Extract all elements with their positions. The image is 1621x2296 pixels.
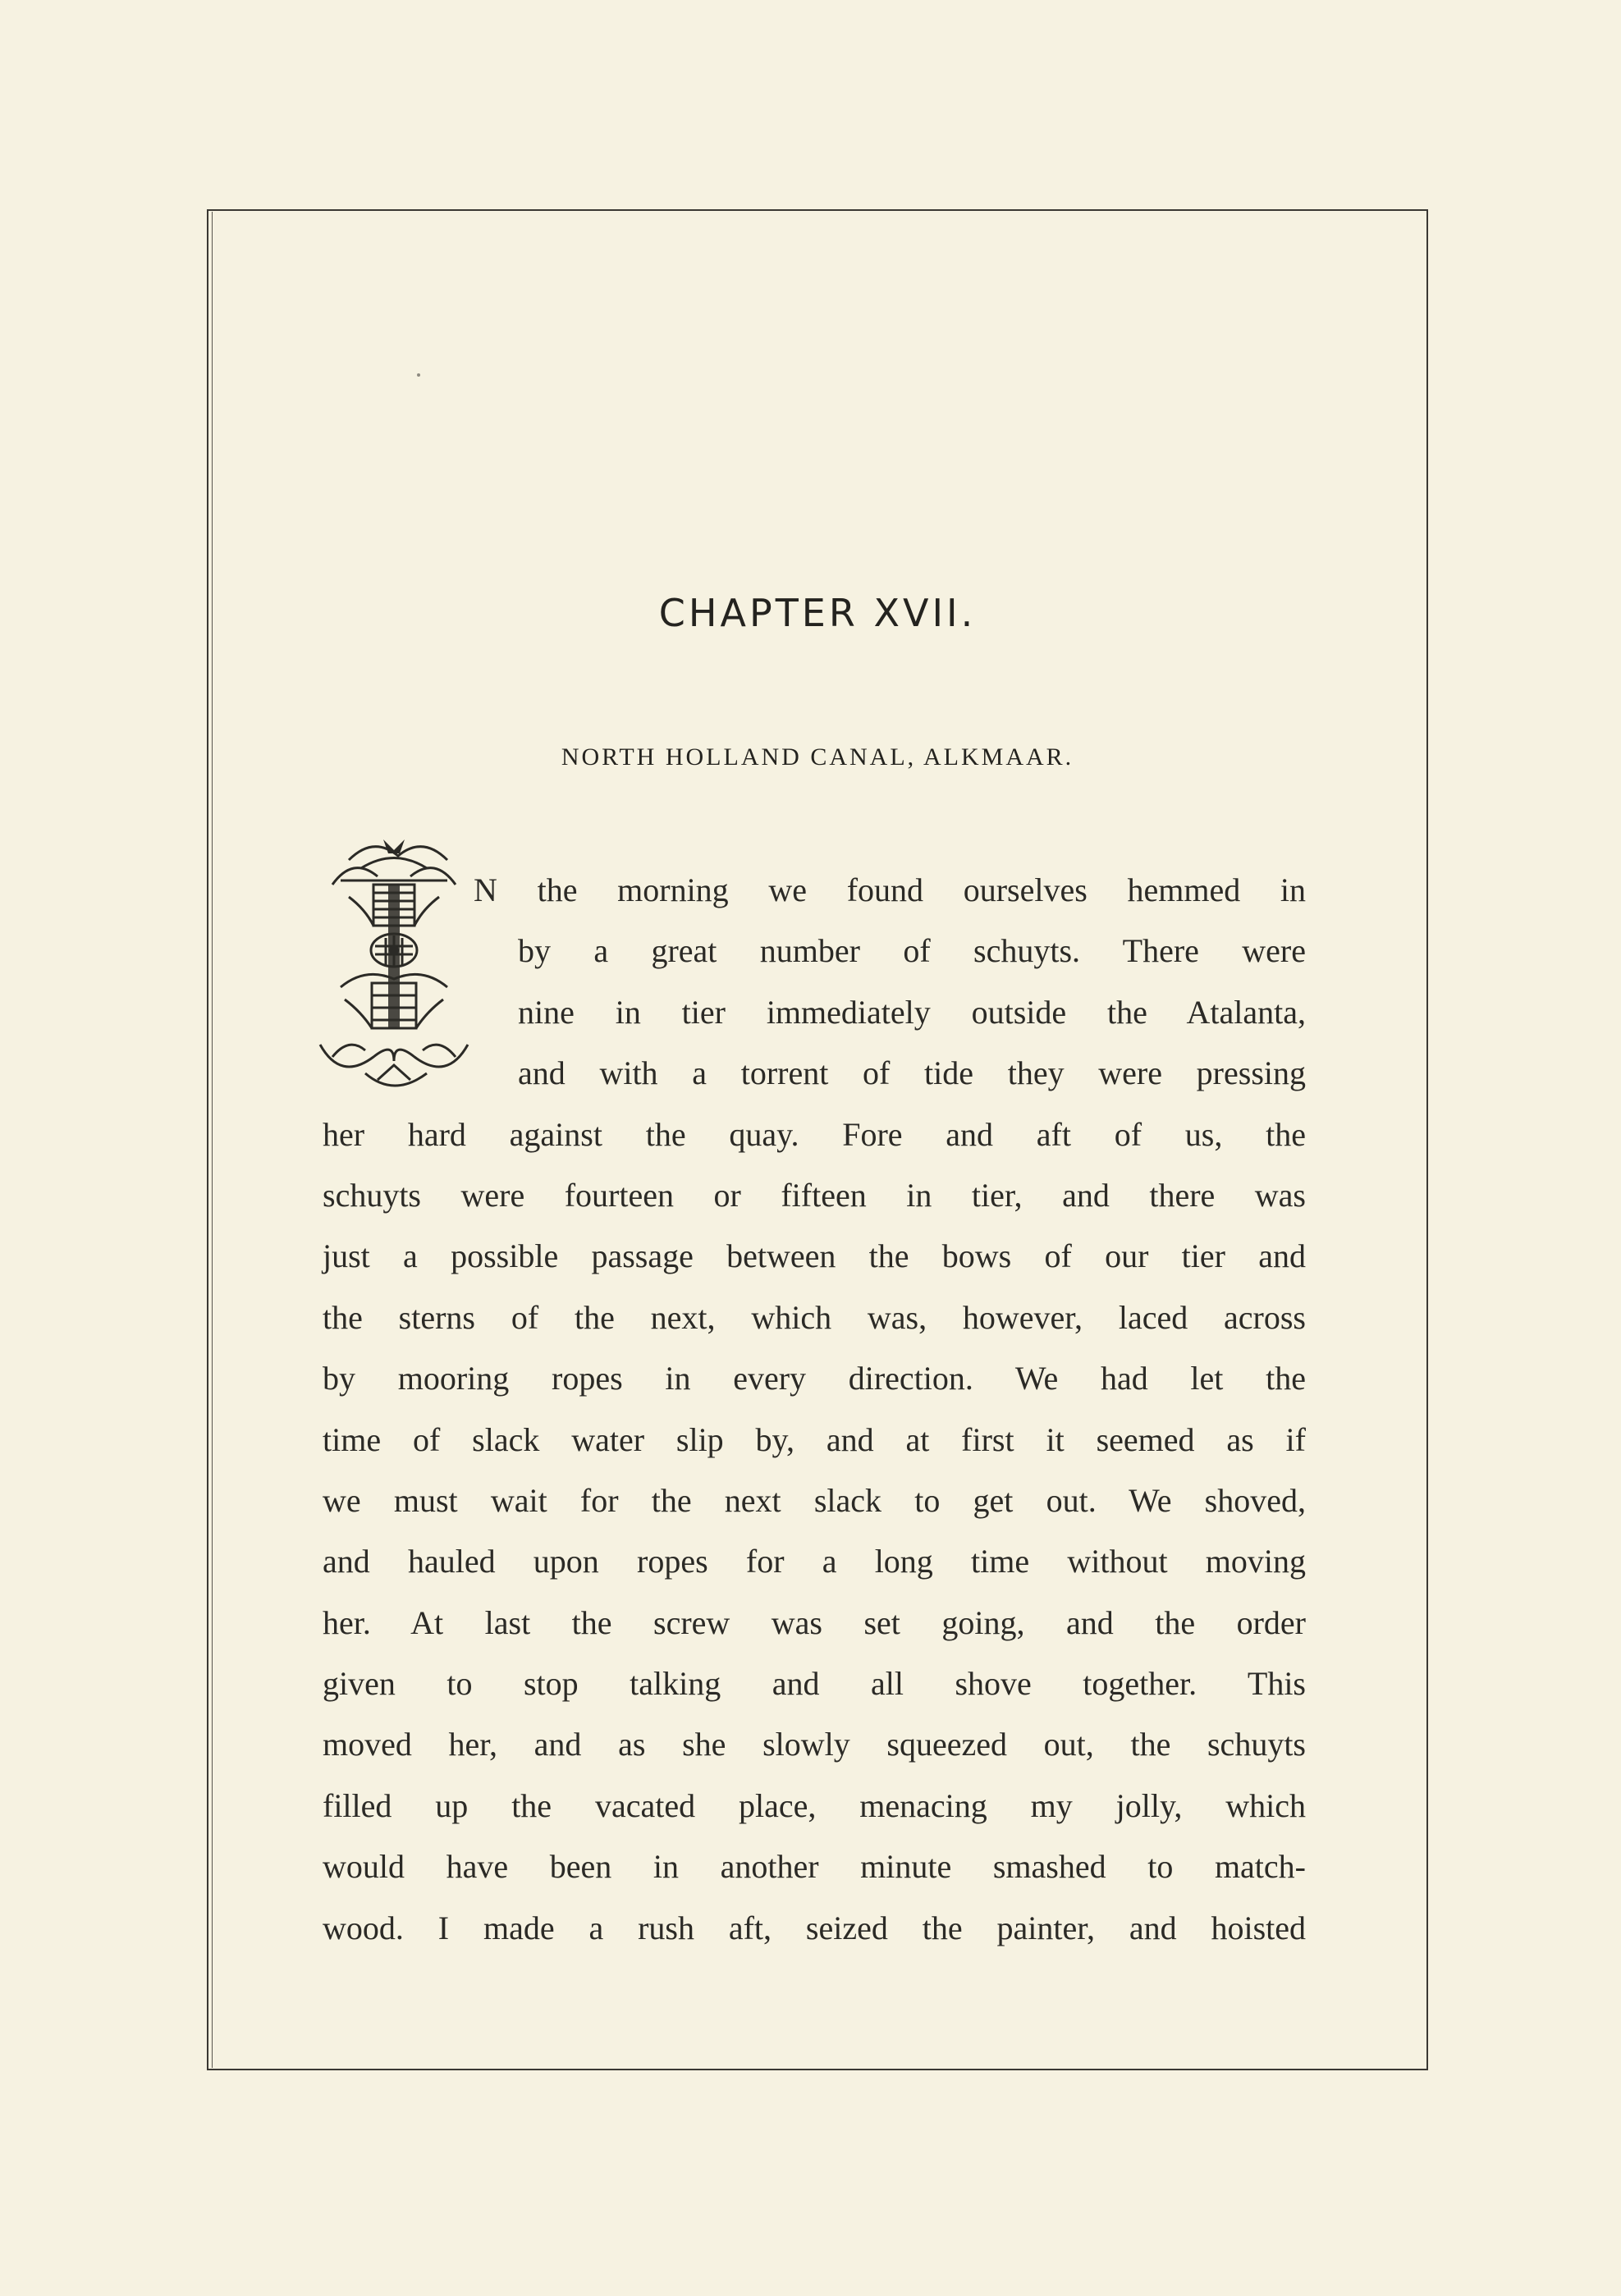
- body-line: and with a torrent of tide they were pressing: [518, 1054, 1306, 1092]
- body-line: by mooring ropes in every direction. We had let the: [323, 1360, 1306, 1397]
- body-line: would have been in another minute smashed to match-: [323, 1848, 1306, 1886]
- chapter-subtitle: NORTH HOLLAND CANAL, ALKMAAR.: [561, 743, 1074, 771]
- body-line: schuyts were fourteen or fifteen in tier, and there was: [323, 1176, 1306, 1214]
- page-border-inner-rule: [212, 212, 213, 2068]
- print-speck: [417, 373, 420, 377]
- body-line: by a great number of schuyts. There were: [518, 932, 1306, 970]
- body-line: and hauled upon ropes for a long time without moving: [323, 1543, 1306, 1580]
- body-line: N the morning we found ourselves hemmed in: [474, 871, 1306, 908]
- body-line: moved her, and as she slowly squeezed out, the schuyts: [323, 1726, 1306, 1763]
- body-line: given to stop talking and all shove together. This: [323, 1665, 1306, 1703]
- body-line: her hard against the quay. Fore and aft of us, the: [323, 1115, 1306, 1153]
- body-line: wood. I made a rush aft, seized the painter, and hoisted: [323, 1909, 1306, 1946]
- body-line: filled up the vacated place, menacing my jolly, which: [323, 1786, 1306, 1824]
- body-line: the sterns of the next, which was, however, laced across: [323, 1298, 1306, 1336]
- body-line: nine in tier immediately outside the Atalanta,: [518, 993, 1306, 1031]
- body-line: we must wait for the next slack to get out. We shoved,: [323, 1481, 1306, 1519]
- body-text: [323, 860, 1306, 1959]
- body-line: her. At last the screw was set going, and the order: [323, 1603, 1306, 1641]
- body-line: time of slack water slip by, and at first it seemed as if: [323, 1420, 1306, 1458]
- chapter-title: CHAPTER XVII.: [658, 591, 977, 635]
- body-line: just a possible passage between the bows of our tier and: [323, 1237, 1306, 1275]
